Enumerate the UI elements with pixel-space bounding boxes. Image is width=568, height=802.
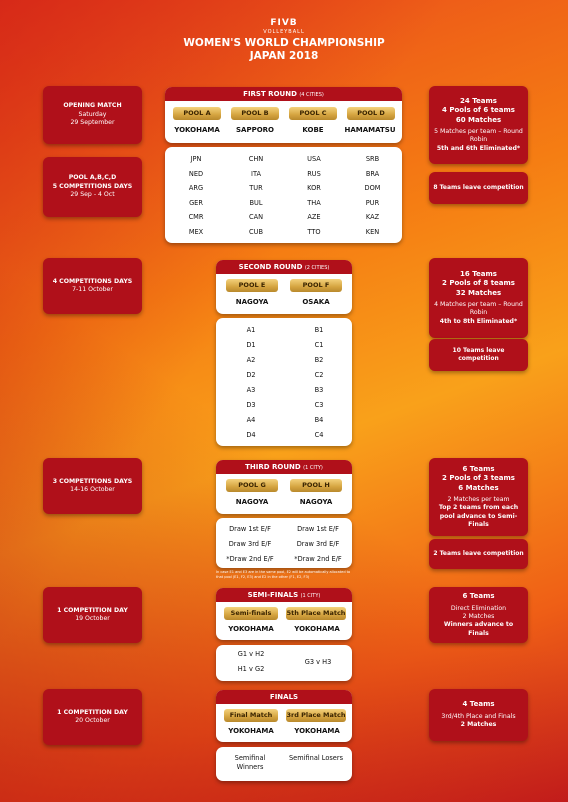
team-cell: MEX bbox=[188, 227, 204, 236]
page-subtitle: JAPAN 2018 bbox=[249, 50, 319, 62]
finals-header-panel bbox=[216, 690, 352, 742]
pool-c-badge: POOL C bbox=[289, 107, 337, 120]
slot-cell: B1 bbox=[314, 325, 324, 334]
team-cell: BRA bbox=[365, 169, 380, 178]
r1-teams: 24 Teams bbox=[460, 96, 497, 105]
r1-format: 5 Matches per team – Round Robin bbox=[434, 128, 523, 144]
table-row bbox=[216, 412, 352, 427]
draw-cell: *Draw 2nd E/F bbox=[226, 554, 274, 563]
pool-e-badge: POOL E bbox=[226, 279, 278, 292]
table-row bbox=[165, 210, 402, 225]
semi-finals-title-bar bbox=[216, 588, 352, 602]
team-cell: BUL bbox=[249, 198, 263, 207]
third-round-header-panel bbox=[216, 460, 352, 514]
r1-pools: 4 Pools of 6 teams bbox=[442, 106, 515, 115]
table-row bbox=[216, 337, 352, 352]
venue-kobe: KOBE bbox=[302, 126, 324, 134]
round2-summary-box bbox=[429, 258, 528, 338]
semis-title: 1 COMPETITION DAY bbox=[57, 606, 128, 614]
semis-days-box bbox=[43, 587, 142, 643]
pool-d-badge: POOL D bbox=[347, 107, 395, 120]
draw-cell: Draw 1st E/F bbox=[297, 524, 339, 533]
slot-cell: D4 bbox=[246, 430, 256, 439]
semi-finals-title: SEMI-FINALS bbox=[247, 591, 299, 599]
table-row bbox=[216, 322, 352, 337]
match-g3-h3: G3 v H3 bbox=[304, 658, 332, 666]
venue-sapporo: SAPPORO bbox=[235, 126, 274, 134]
fivb-logo: FIVB bbox=[270, 18, 298, 28]
round2-days-box bbox=[43, 258, 142, 314]
r3-teams: 6 Teams bbox=[462, 464, 495, 473]
r5-format: 3rd/4th Place and Finals bbox=[441, 712, 516, 720]
header bbox=[0, 18, 568, 62]
r1-matches: 60 Matches bbox=[455, 115, 502, 124]
pool-b-badge: POOL B bbox=[231, 107, 279, 120]
third-place-badge: 3rd Place Match bbox=[286, 709, 346, 722]
venue-nagoya: NAGOYA bbox=[235, 298, 269, 306]
r3-advance: Top 2 teams from each pool advance to Semi-Finals bbox=[438, 504, 519, 529]
pool-g-badge: POOL G bbox=[226, 479, 278, 492]
r1-eliminated: 5th and 6th Eliminated* bbox=[436, 144, 521, 152]
table-row bbox=[165, 167, 402, 182]
slot-cell: A4 bbox=[246, 415, 256, 424]
finals-title-bar bbox=[216, 690, 352, 704]
round3-date: 14-16 October bbox=[70, 486, 115, 493]
team-cell: ITA bbox=[251, 169, 261, 178]
round3-title: 3 COMPETITIONS DAYS bbox=[52, 477, 133, 485]
first-round-cities: (4 CITIES) bbox=[299, 92, 324, 98]
opening-day: Saturday bbox=[78, 110, 107, 118]
first-round-title: FIRST ROUND bbox=[243, 90, 297, 98]
fifth-place-badge: 5th Place Match bbox=[286, 607, 346, 620]
venue-yokohama-semis: YOKOHAMA bbox=[228, 625, 274, 633]
second-round-title-bar bbox=[216, 260, 352, 274]
table-row bbox=[165, 181, 402, 196]
draw-cell: *Draw 2nd E/F bbox=[294, 554, 342, 563]
venue-yokohama-final: YOKOHAMA bbox=[228, 727, 274, 735]
third-round-draws-grid bbox=[216, 521, 352, 566]
r4-teams: 6 Teams bbox=[462, 592, 495, 601]
r4-matches: 2 Matches bbox=[462, 612, 495, 620]
pools-days-box bbox=[43, 157, 142, 217]
third-round-cities: (1 CITY) bbox=[303, 465, 323, 471]
team-cell: CMR bbox=[188, 213, 204, 222]
slot-cell: A2 bbox=[246, 355, 256, 364]
r1-leave: 8 Teams leave competition bbox=[433, 183, 524, 191]
semi-finals-matches-panel bbox=[216, 645, 352, 681]
third-round-title: THIRD ROUND bbox=[245, 463, 301, 471]
draw-cell: Draw 3rd E/F bbox=[296, 539, 340, 548]
team-cell: TUR bbox=[249, 184, 263, 193]
pools-line2: 5 COMPETITIONS DAYS bbox=[52, 182, 133, 190]
draw-cell: Draw 1st E/F bbox=[229, 524, 271, 533]
logo-subtitle: VOLLEYBALL bbox=[263, 29, 305, 35]
pool-a-badge: POOL A bbox=[173, 107, 221, 120]
round1-summary-box bbox=[429, 86, 528, 164]
team-cell: CAN bbox=[248, 213, 264, 222]
r4-format: Direct Elimination bbox=[450, 604, 507, 612]
team-cell: KAZ bbox=[365, 213, 380, 222]
table-row bbox=[216, 551, 352, 566]
finals-participants-panel bbox=[216, 747, 352, 781]
table-row bbox=[216, 521, 352, 536]
team-cell: CUB bbox=[249, 227, 263, 236]
slot-cell: A3 bbox=[246, 385, 256, 394]
semifinal-losers: Semifinal Losers bbox=[288, 754, 344, 762]
slot-cell: B4 bbox=[314, 415, 324, 424]
slot-cell: D1 bbox=[246, 340, 256, 349]
team-cell: AZE bbox=[307, 213, 321, 222]
table-row bbox=[216, 367, 352, 382]
venue-yokohama: YOKOHAMA bbox=[174, 126, 220, 134]
first-round-title-bar bbox=[165, 87, 402, 101]
team-cell: THA bbox=[307, 198, 321, 207]
r2-leave: 10 Teams leave competition bbox=[452, 346, 505, 362]
third-round-title-bar bbox=[216, 460, 352, 474]
round3-leave-box bbox=[429, 539, 528, 569]
first-round-header-panel bbox=[165, 87, 402, 143]
opening-match-box bbox=[43, 86, 142, 144]
slot-cell: C1 bbox=[314, 340, 324, 349]
team-cell: USA bbox=[307, 155, 321, 164]
round3-days-box bbox=[43, 458, 142, 514]
team-cell: KEN bbox=[365, 227, 380, 236]
semis-date: 19 October bbox=[75, 615, 110, 622]
pools-date: 29 Sep - 4 Oct bbox=[70, 191, 115, 199]
finals-title: FINALS bbox=[269, 693, 299, 701]
team-cell: DOM bbox=[364, 184, 381, 193]
r2-pools: 2 Pools of 8 teams bbox=[442, 279, 515, 288]
table-row bbox=[216, 427, 352, 442]
venue-yokohama-fifth: YOKOHAMA bbox=[294, 625, 340, 633]
opening-date: 29 September bbox=[70, 119, 115, 127]
r2-matches: 32 Matches bbox=[455, 288, 502, 297]
team-cell: KOR bbox=[307, 184, 321, 193]
slot-cell: C4 bbox=[314, 430, 324, 439]
final-match-badge: Final Match bbox=[224, 709, 278, 722]
second-round-slots-panel bbox=[216, 318, 352, 446]
second-round-cities: (2 CITIES) bbox=[304, 265, 330, 271]
venue-hamamatsu: HAMAMATSU bbox=[344, 126, 396, 134]
slot-cell: C2 bbox=[314, 370, 324, 379]
team-cell: RUS bbox=[307, 169, 321, 178]
table-row bbox=[165, 152, 402, 167]
slot-cell: D2 bbox=[246, 370, 256, 379]
slot-cell: D3 bbox=[246, 400, 256, 409]
team-cell: NED bbox=[188, 169, 204, 178]
first-round-teams-panel bbox=[165, 147, 402, 243]
slot-cell: B3 bbox=[314, 385, 324, 394]
semi-finals-header-panel bbox=[216, 588, 352, 640]
finals-title: 1 COMPETITION DAY bbox=[57, 708, 128, 716]
team-cell: PUR bbox=[365, 198, 380, 207]
pools-line1: POOL A,B,C,D bbox=[68, 174, 117, 182]
team-cell: SRB bbox=[365, 155, 380, 164]
semis-summary-box bbox=[429, 587, 528, 643]
r5-matches: 2 Matches bbox=[460, 721, 497, 729]
finals-date: 20 October bbox=[75, 717, 110, 724]
round1-leave-box bbox=[429, 172, 528, 204]
venue-yokohama-third: YOKOHAMA bbox=[294, 727, 340, 735]
r2-eliminated: 4th to 8th Eliminated* bbox=[439, 317, 518, 325]
team-cell: GER bbox=[189, 198, 203, 207]
team-cell: JPN bbox=[190, 155, 202, 164]
pool-h-badge: POOL H bbox=[290, 479, 342, 492]
table-row bbox=[216, 397, 352, 412]
table-row bbox=[165, 225, 402, 240]
match-h1-g2: H1 v G2 bbox=[237, 665, 265, 673]
finals-days-box bbox=[43, 689, 142, 745]
r3-leave: 2 Teams leave competition bbox=[433, 549, 524, 557]
first-round-teams-grid bbox=[165, 152, 402, 239]
slot-cell: B2 bbox=[314, 355, 324, 364]
r3-pools: 2 Pools of 3 teams bbox=[442, 474, 515, 483]
round2-leave-box bbox=[429, 339, 528, 371]
round2-date: 7-11 October bbox=[72, 286, 113, 293]
third-round-note: In case E1 and E3 are in the same pool, E2 will be automatically allocated to that pool (E1, F2, E3) and E2 in the other (F1, E2, F3) bbox=[216, 570, 351, 579]
r4-advance: Winners advance to Finals bbox=[443, 621, 514, 637]
venue-osaka: OSAKA bbox=[302, 298, 330, 306]
r3-format: 2 Matches per team bbox=[447, 495, 510, 503]
team-cell: CHN bbox=[248, 155, 264, 164]
second-round-slots-grid bbox=[216, 322, 352, 442]
r2-teams: 16 Teams bbox=[460, 269, 497, 278]
draw-cell: Draw 3rd E/F bbox=[228, 539, 272, 548]
venue-nagoya-h: NAGOYA bbox=[299, 498, 333, 506]
pool-f-badge: POOL F bbox=[290, 279, 342, 292]
table-row bbox=[165, 196, 402, 211]
opening-title: OPENING MATCH bbox=[63, 102, 122, 110]
round2-title: 4 COMPETITIONS DAYS bbox=[52, 277, 133, 285]
finals-summary-box bbox=[429, 689, 528, 741]
team-cell: ARG bbox=[188, 184, 204, 193]
r3-matches: 6 Matches bbox=[458, 483, 499, 492]
venue-nagoya-g: NAGOYA bbox=[235, 498, 269, 506]
r5-teams: 4 Teams bbox=[462, 700, 495, 709]
slot-cell: A1 bbox=[246, 325, 256, 334]
table-row bbox=[216, 382, 352, 397]
match-g1-h2: G1 v H2 bbox=[237, 650, 265, 658]
slot-cell: C3 bbox=[314, 400, 324, 409]
table-row bbox=[216, 536, 352, 551]
third-round-draws-panel bbox=[216, 518, 352, 568]
semifinal-winners: Semifinal Winners bbox=[234, 754, 266, 772]
r2-format: 4 Matches per team – Round Robin bbox=[434, 301, 523, 317]
semi-finals-cities: (1 CITY) bbox=[300, 593, 321, 599]
page-title: WOMEN'S WORLD CHAMPIONSHIP bbox=[183, 37, 385, 49]
second-round-header-panel bbox=[216, 260, 352, 314]
second-round-title: SECOND ROUND bbox=[238, 263, 303, 271]
table-row bbox=[216, 352, 352, 367]
round3-summary-box bbox=[429, 458, 528, 536]
team-cell: TTO bbox=[307, 227, 321, 236]
semi-finals-badge: Semi-finals bbox=[224, 607, 278, 620]
